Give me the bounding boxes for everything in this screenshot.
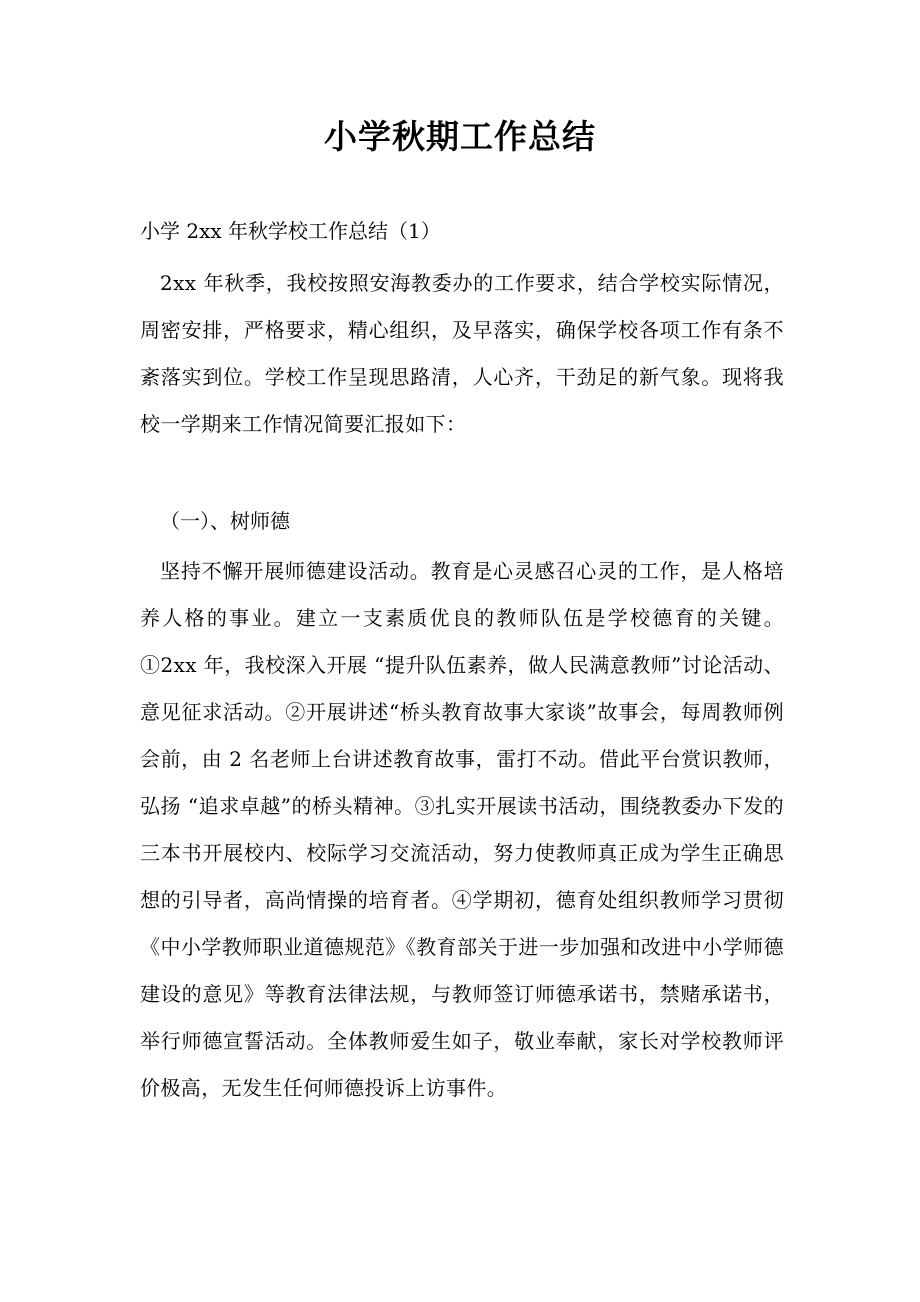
intro-paragraph: 2xx 年秋季，我校按照安海教委办的工作要求，结合学校实际情况，周密安排，严格要求，精心组织，及早落实，确保学校各项工作有条不紊落实到位。学校工作呈现思路清，人心齐，干劲足的新气象。现将我校一学期来工作情况简要汇报如下： [140,271,784,436]
section-heading: （一）、树师德 [160,509,290,533]
document-subtitle: 小学 2xx 年秋学校工作总结（1） [140,219,441,243]
document-title: 小学秋期工作总结 [324,117,596,156]
section-paragraph: 坚持不懈开展师德建设活动。教育是心灵感召心灵的工作，是人格培养人格的事业。建立一支素质优良的教师队伍是学校德育的关键。①2xx 年，我校深入开展 “提升队伍素养，做人民满意教师”讨论活动、意见征求活动。②开展讲述“桥头教育故事大家谈”故事会，每周教师例会前，由 2 名老师上台讲述教育故事，雷打不动。借此平台赏识教师，弘扬 “追求卓越”的桥头精神。③扎实开展读书活动，围绕教委办下发的三本书开展校内、校际学习交流活动，努力使教师真正成为学生正确思想的引导者，高尚情操的培育者。④学期初，德育处组织教师学习贯彻《中小学教师职业道德规范》《教育部关于进一步加强和改进中小学师德建设的意见》等教育法律法规，与教师签订师德承诺书，禁赌承诺书，举行师德宣誓活动。全体教师爱生如子，敬业奉献，家长对学校教师评价极高，无发生任何师德投诉上访事件。 [140,559,784,1100]
